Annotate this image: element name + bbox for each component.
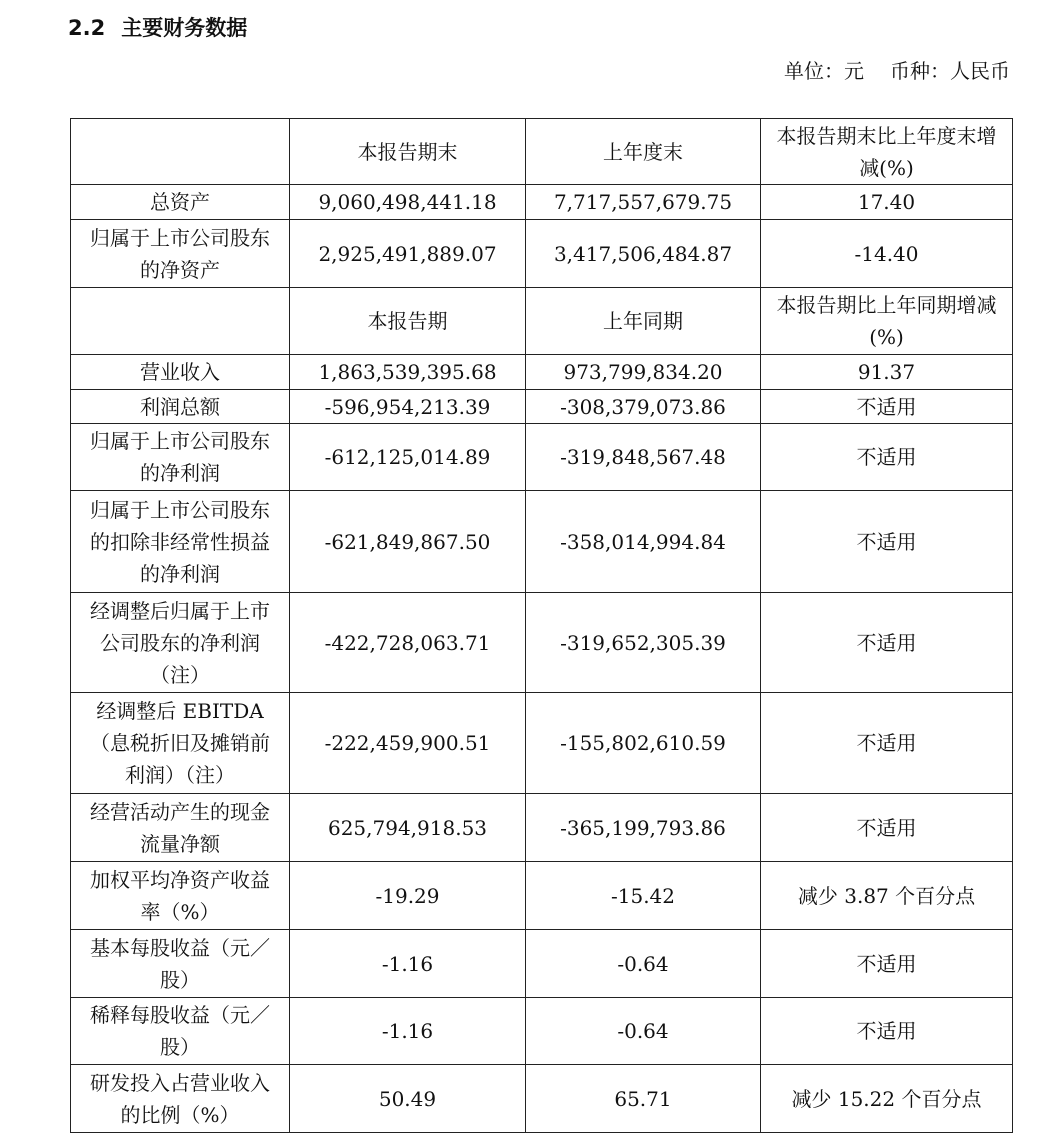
row-change-value: 不适用 bbox=[761, 390, 1013, 424]
table-header-row bbox=[71, 119, 1013, 185]
row-change-value: 不适用 bbox=[761, 424, 1013, 491]
row-label: 经调整后 EBITDA（息税折旧及摊销前利润）（注） bbox=[71, 693, 290, 794]
row-change-value: 91.37 bbox=[761, 355, 1013, 390]
row-previous-value: -319,652,305.39 bbox=[526, 593, 761, 693]
header-cell-blank bbox=[71, 288, 290, 355]
unit-label: 单位：元 bbox=[784, 59, 864, 83]
table-subheader-row bbox=[71, 288, 1013, 355]
currency-label: 币种：人民币 bbox=[890, 59, 1010, 83]
row-current-value: 2,925,491,889.07 bbox=[290, 220, 526, 288]
header-cell-current-period: 本报告期 bbox=[290, 288, 526, 355]
row-change-value: 减少 15.22 个百分点 bbox=[761, 1065, 1013, 1133]
row-change-value: 不适用 bbox=[761, 998, 1013, 1065]
row-label: 利润总额 bbox=[71, 390, 290, 424]
row-previous-value: -155,802,610.59 bbox=[526, 693, 761, 794]
table-row bbox=[71, 593, 1013, 693]
table-row bbox=[71, 862, 1013, 930]
row-change-value: 17.40 bbox=[761, 185, 1013, 220]
row-previous-value: -319,848,567.48 bbox=[526, 424, 761, 491]
row-change-value: -14.40 bbox=[761, 220, 1013, 288]
header-cell-same-period-last-year: 上年同期 bbox=[526, 288, 761, 355]
row-current-value: 625,794,918.53 bbox=[290, 794, 526, 862]
row-current-value: 9,060,498,441.18 bbox=[290, 185, 526, 220]
table-row bbox=[71, 1065, 1013, 1133]
row-current-value: -612,125,014.89 bbox=[290, 424, 526, 491]
row-change-value: 减少 3.87 个百分点 bbox=[761, 862, 1013, 930]
row-label: 经营活动产生的现金流量净额 bbox=[71, 794, 290, 862]
row-label: 基本每股收益（元／股） bbox=[71, 930, 290, 998]
row-label: 归属于上市公司股东的净资产 bbox=[71, 220, 290, 288]
row-change-value: 不适用 bbox=[761, 693, 1013, 794]
row-previous-value: -0.64 bbox=[526, 930, 761, 998]
header-cell-blank bbox=[71, 119, 290, 185]
row-label: 归属于上市公司股东的净利润 bbox=[71, 424, 290, 491]
table-row bbox=[71, 491, 1013, 593]
row-current-value: 1,863,539,395.68 bbox=[290, 355, 526, 390]
row-label: 归属于上市公司股东的扣除非经常性损益的净利润 bbox=[71, 491, 290, 593]
section-title: 主要财务数据 bbox=[121, 16, 248, 40]
unit-line bbox=[784, 55, 1010, 84]
row-current-value: 50.49 bbox=[290, 1065, 526, 1133]
table-row bbox=[71, 794, 1013, 862]
header-cell-change: 本报告期末比上年度末增减(%) bbox=[761, 119, 1013, 185]
row-current-value: -1.16 bbox=[290, 998, 526, 1065]
section-number: 2.2 bbox=[68, 16, 106, 40]
row-change-value: 不适用 bbox=[761, 794, 1013, 862]
row-change-value: 不适用 bbox=[761, 491, 1013, 593]
row-previous-value: -15.42 bbox=[526, 862, 761, 930]
row-current-value: -621,849,867.50 bbox=[290, 491, 526, 593]
row-current-value: -596,954,213.39 bbox=[290, 390, 526, 424]
section-heading bbox=[68, 12, 247, 42]
financial-data-table bbox=[70, 118, 1013, 1133]
row-label: 总资产 bbox=[71, 185, 290, 220]
table-row bbox=[71, 930, 1013, 998]
row-previous-value: 65.71 bbox=[526, 1065, 761, 1133]
row-current-value: -19.29 bbox=[290, 862, 526, 930]
header-cell-previous: 上年度末 bbox=[526, 119, 761, 185]
row-label: 稀释每股收益（元／股） bbox=[71, 998, 290, 1065]
row-change-value: 不适用 bbox=[761, 593, 1013, 693]
table-row bbox=[71, 185, 1013, 220]
row-current-value: -222,459,900.51 bbox=[290, 693, 526, 794]
row-previous-value: -308,379,073.86 bbox=[526, 390, 761, 424]
row-label: 研发投入占营业收入的比例（%） bbox=[71, 1065, 290, 1133]
header-cell-current: 本报告期末 bbox=[290, 119, 526, 185]
row-label: 经调整后归属于上市公司股东的净利润（注） bbox=[71, 593, 290, 693]
row-previous-value: 7,717,557,679.75 bbox=[526, 185, 761, 220]
row-current-value: -1.16 bbox=[290, 930, 526, 998]
row-change-value: 不适用 bbox=[761, 930, 1013, 998]
row-label: 营业收入 bbox=[71, 355, 290, 390]
row-previous-value: -0.64 bbox=[526, 998, 761, 1065]
row-label: 加权平均净资产收益率（%） bbox=[71, 862, 290, 930]
header-cell-period-change: 本报告期比上年同期增减(%) bbox=[761, 288, 1013, 355]
table-row bbox=[71, 424, 1013, 491]
table-row bbox=[71, 390, 1013, 424]
table-row bbox=[71, 355, 1013, 390]
row-previous-value: -365,199,793.86 bbox=[526, 794, 761, 862]
row-previous-value: 3,417,506,484.87 bbox=[526, 220, 761, 288]
row-previous-value: -358,014,994.84 bbox=[526, 491, 761, 593]
row-previous-value: 973,799,834.20 bbox=[526, 355, 761, 390]
table-row bbox=[71, 998, 1013, 1065]
row-current-value: -422,728,063.71 bbox=[290, 593, 526, 693]
table-row bbox=[71, 693, 1013, 794]
table-row bbox=[71, 220, 1013, 288]
